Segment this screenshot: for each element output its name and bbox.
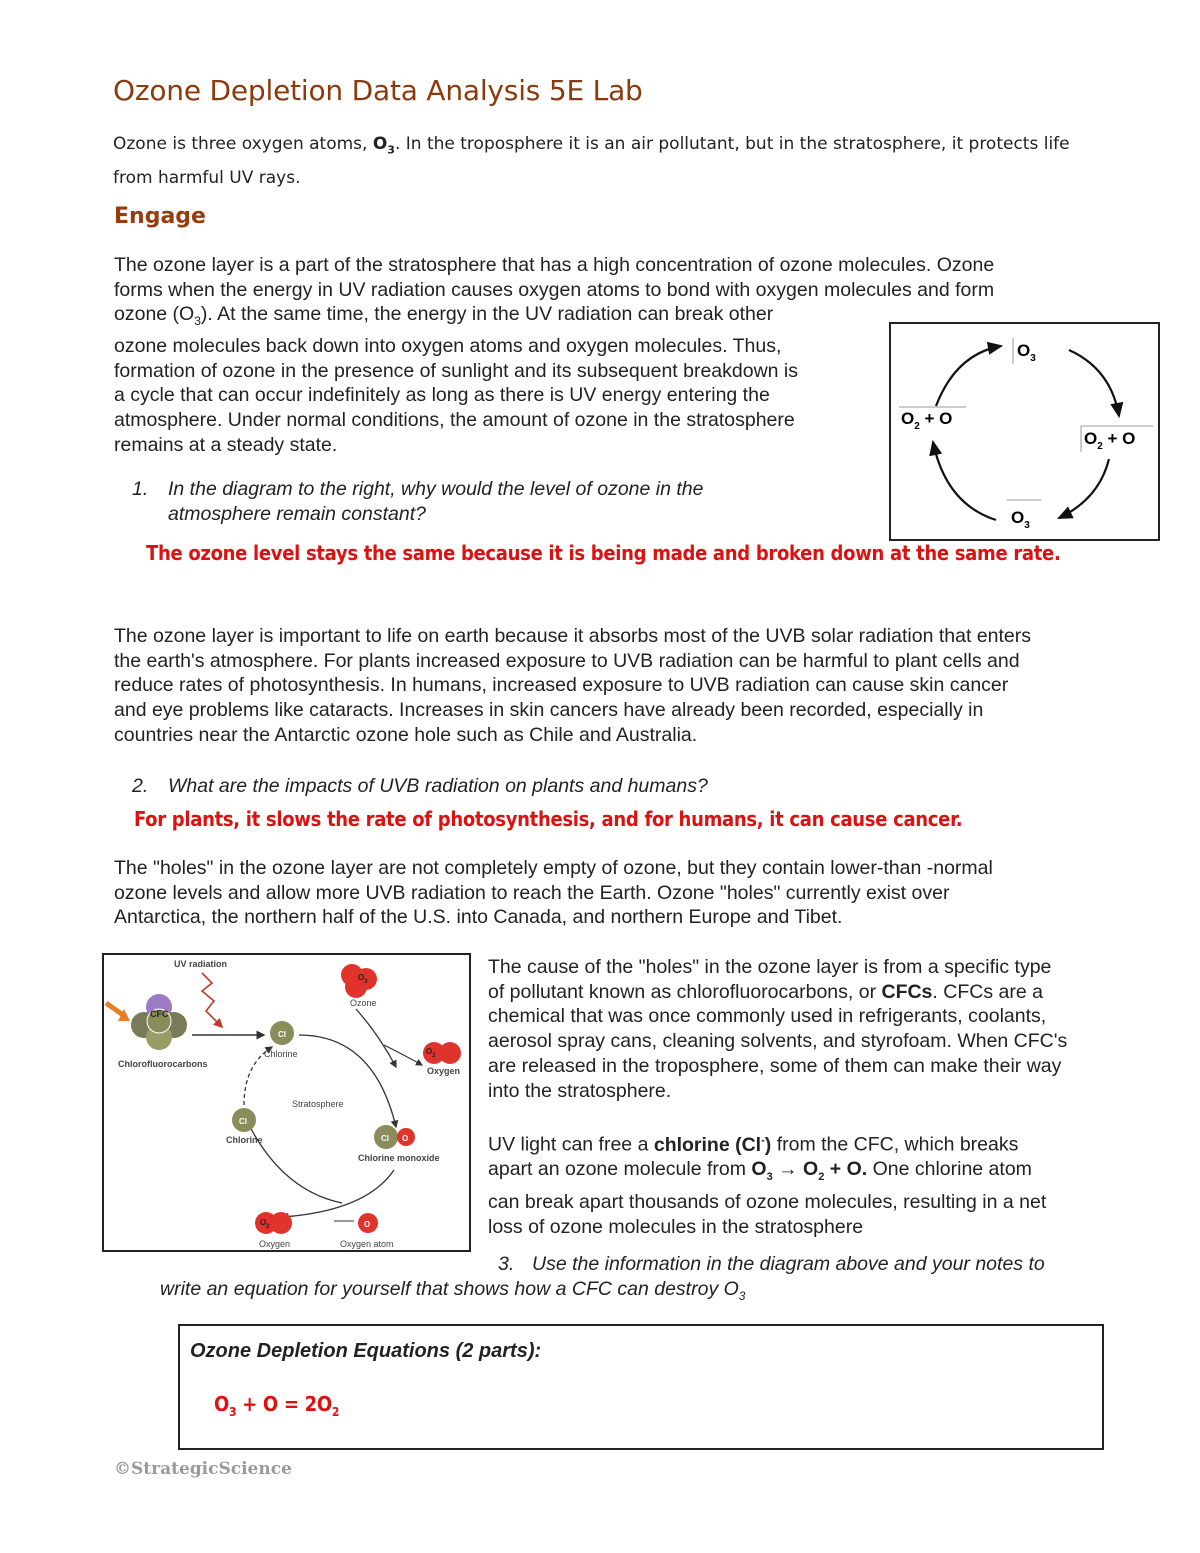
page-title: Ozone Depletion Data Analysis 5E Lab xyxy=(113,74,643,107)
question-3-line-2: write an equation for yourself that shows how a CFC can destroy $O_3$ xyxy=(160,1278,746,1303)
cfc-paragraph-2: UV light can free a chlorine (Cl-) from the CFC, which breaks apart an ozone molecule from $O_3 \to O_2 + O$. One chlorine atom can break apart thousands of ozone molecules, resulting in a net loss of ozone molecules in the stratosphere xyxy=(488,1133,1047,1238)
ozone-cycle-diagram xyxy=(889,322,1160,541)
cycle-arrow-top-right xyxy=(1069,350,1119,416)
answer-1: The ozone level stays the same because it is being made and broken down at the same rate. xyxy=(146,541,1061,565)
svg-text:O: O xyxy=(402,1134,409,1143)
cycle-arrow-bottom-right xyxy=(1059,459,1109,518)
cfc-svg xyxy=(104,955,469,1250)
uv-squiggle-arrow xyxy=(202,973,222,1027)
intro-line-2: from harmful UV rays. xyxy=(113,168,301,189)
chlorine-top-label: Chlorine xyxy=(264,1049,298,1059)
oxygen-to-chlorine-arrow xyxy=(244,1115,342,1203)
question-3-line-1: Use the information in the diagram above and your notes to xyxy=(532,1253,1045,1275)
uv-radiation-label: UV radiation xyxy=(174,959,228,969)
oxygen-bottom-label: Oxygen xyxy=(259,1239,291,1249)
svg-text:Cl: Cl xyxy=(381,1134,389,1143)
question-2-number: 2. xyxy=(132,775,149,797)
chlorine-left-label: Chlorine xyxy=(226,1135,263,1145)
cycle-arrow-bottom-left xyxy=(933,442,996,520)
cycle-svg xyxy=(891,324,1158,539)
svg-text:O2: $O_2$ xyxy=(426,1047,436,1059)
chlorine-monoxide-label: Chlorine monoxide xyxy=(358,1153,440,1163)
cfc-ozone-diagram xyxy=(102,953,471,1252)
ozone-label: Ozone xyxy=(350,998,377,1008)
section-heading-engage: Engage xyxy=(114,204,206,229)
equation-box[interactable] xyxy=(178,1324,1104,1450)
question-2-text: What are the impacts of UVB radiation on plants and humans? xyxy=(168,775,708,797)
uvb-paragraph: The ozone layer is important to life on earth because it absorbs most of the UVB solar radiation that enters the earth's atmosphere. For plants increased exposure to UVB radiation can be harmful to plant cells and reduce rates of photosynthesis. In humans, increased exposure to UVB radiation can cause skin cancer and eye problems like cataracts. Increases in skin cancers have already been recorded, especially in countries near the Antarctic ozone hole such as Chile and Australia. xyxy=(114,625,1031,746)
cfc-paragraph-1: The cause of the "holes" in the ozone layer is from a specific type of pollutant known as chlorofluorocarbons, or CFCs. CFCs are a chemical that was once commonly used in refrigerants, coolants, aerosol spray cans, cleaning solvents, and styrofoam. When CFC's are released in the troposphere, some of them can make their way into the stratosphere. xyxy=(488,956,1068,1102)
clo-to-oxygen-arrow xyxy=(282,1170,394,1217)
svg-text:O2: $O_2$ xyxy=(260,1218,270,1230)
svg-text:Cl: Cl xyxy=(278,1030,286,1039)
oxygen-atom-label: Oxygen atom xyxy=(340,1239,394,1249)
cycle-label-bottom: $O_3$ xyxy=(1011,508,1030,531)
oxygen-right-label: Oxygen xyxy=(427,1066,461,1076)
intro-line-1: Ozone is three oxygen atoms, $O_3$. In the troposphere it is an air pollutant, but in the stratosphere, it protects life xyxy=(113,134,1070,157)
chlorofluorocarbons-label: Chlorofluorocarbons xyxy=(118,1059,208,1069)
chlorine-to-clo-arrow xyxy=(299,1035,396,1127)
equation-answer: $O_3 + O = 2O_2$ xyxy=(214,1392,340,1419)
engage-paragraph: The ozone layer is a part of the stratosphere that has a high concentration of ozone molecules. Ozone forms when the energy in UV radiation causes oxygen atoms to bond with oxygen molecules and form ozone $(O_3)$. At the same time, the energy in the UV radiation can break other ozone molecules back down into oxygen atoms and oxygen molecules. Thus, formation of ozone in the presence of sunlight and its subsequent breakdown is a cycle that can occur indefinitely as long as there is UV energy entering the atmosphere. Under normal conditions, the amount of ozone in the stratosphere remains at a steady state. xyxy=(114,254,995,456)
cfc-atom-label: CFC xyxy=(150,1009,169,1019)
answer-2: For plants, it slows the rate of photosynthesis, and for humans, it can cause cancer. xyxy=(134,807,963,831)
cycle-label-left: $O_2 + O$ xyxy=(901,409,953,432)
question-1-text: In the diagram to the right, why would the level of ozone in the atmosphere remain constant? xyxy=(168,478,704,525)
stratosphere-label: Stratosphere xyxy=(292,1099,344,1109)
cycle-label-right: $O_2 + O$ xyxy=(1084,429,1136,452)
svg-text:O3: $O_3$ xyxy=(358,973,368,985)
cycle-arrow-top-left xyxy=(936,346,1001,406)
svg-text:Cl: Cl xyxy=(239,1117,247,1126)
question-1-number: 1. xyxy=(132,478,149,500)
svg-text:O: O xyxy=(364,1220,371,1229)
intro-paragraph xyxy=(113,130,1113,192)
footer-copyright: ©StrategicScience xyxy=(114,1459,292,1479)
holes-paragraph: The "holes" in the ozone layer are not completely empty of ozone, but they contain lower-than -normal ozone levels and allow more UVB radiation to reach the Earth. Ozone "holes" currently exist over Antarctica, the northern half of the U.S. into Canada, and northern Europe and Tibet. xyxy=(114,857,993,929)
question-3-number: 3. xyxy=(498,1253,515,1275)
cycle-label-top: $O_3$ xyxy=(1017,341,1036,364)
equation-box-heading: Ozone Depletion Equations (2 parts): xyxy=(190,1340,542,1362)
